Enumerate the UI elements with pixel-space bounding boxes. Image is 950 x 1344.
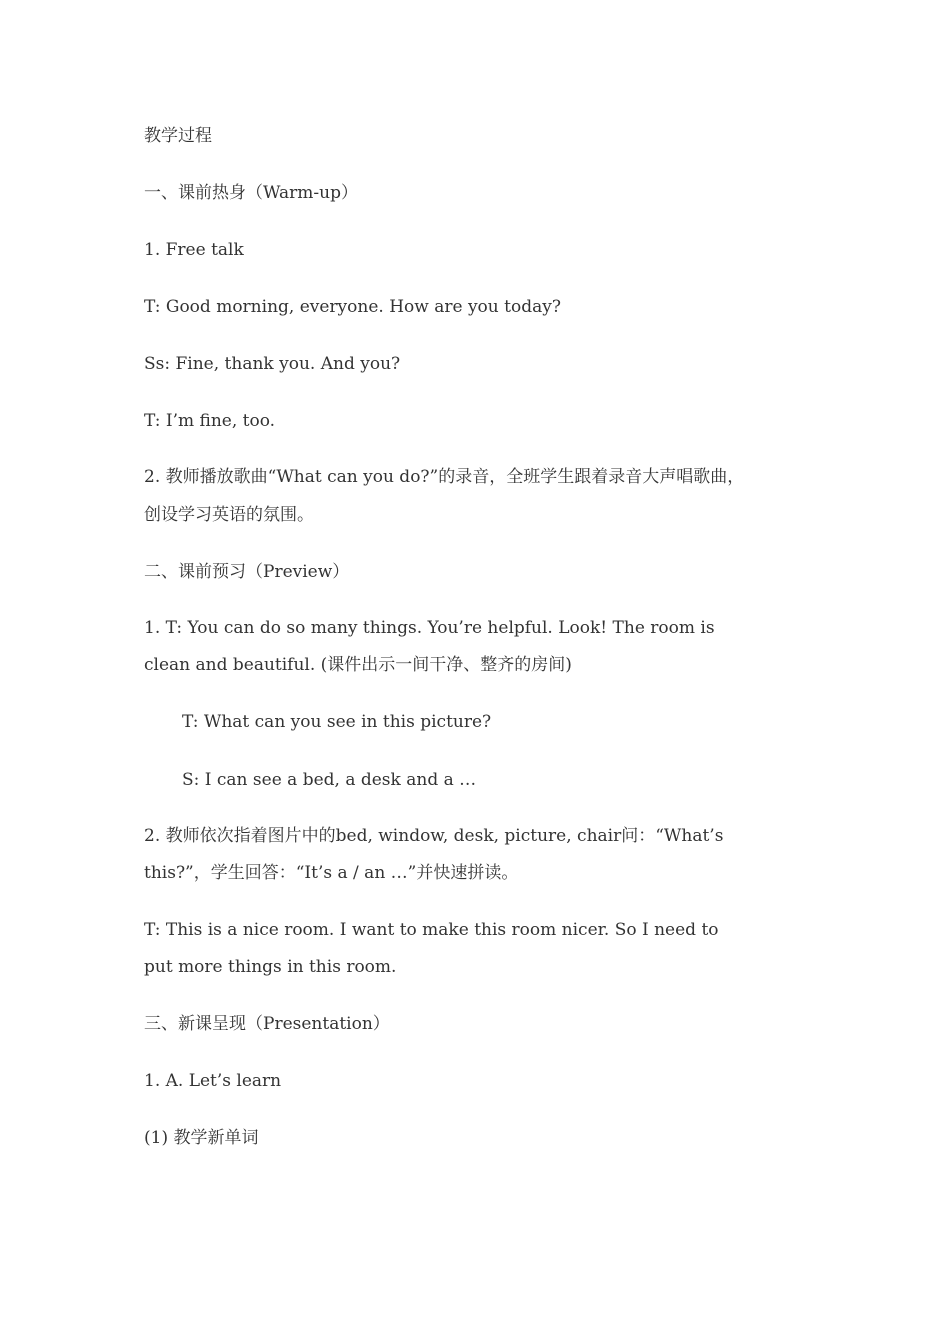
preview-item2-line1: 2. 教师依次指着图片中的bed, window, desk, picture, chair问：“What’s (144, 826, 724, 846)
warmup-title: 一、课前热身（Warm-up） (144, 183, 358, 203)
section-heading: 教学过程 (144, 126, 212, 146)
presentation-title: 三、新课呈现（Presentation） (144, 1014, 390, 1034)
preview-teacher-line1: T: This is a nice room. I want to make this room nicer. So I need to (144, 920, 719, 940)
preview-teacher-line2: put more things in this room. (144, 957, 397, 977)
presentation-item-lets-learn: 1. A. Let’s learn (144, 1071, 282, 1091)
warmup-item-song-line2: 创设学习英语的氛围。 (144, 505, 314, 525)
preview-teacher-question: T: What can you see in this picture? (182, 712, 492, 732)
preview-item1-line2: clean and beautiful. (课件出示一间干净、整齐的房间) (144, 655, 572, 675)
preview-title: 二、课前预习（Preview） (144, 562, 350, 582)
dialog-line: Ss: Fine, thank you. And you? (144, 354, 401, 374)
warmup-item-song-line1: 2. 教师播放歌曲“What can you do?”的录音，全班学生跟着录音大声唱歌曲， (144, 467, 745, 487)
dialog-line: T: Good morning, everyone. How are you today? (144, 297, 561, 317)
preview-item1-line1: 1. T: You can do so many things. You’re helpful. Look! The room is (144, 618, 715, 638)
dialog-line: T: I’m fine, too. (144, 411, 276, 431)
presentation-subitem-new-words: (1) 教学新单词 (144, 1128, 259, 1148)
preview-item2-line2: this?”，学生回答：“It’s a / an …”并快速拼读。 (144, 863, 519, 883)
preview-student-answer: S: I can see a bed, a desk and a … (182, 770, 477, 790)
warmup-item-free-talk: 1. Free talk (144, 240, 244, 260)
